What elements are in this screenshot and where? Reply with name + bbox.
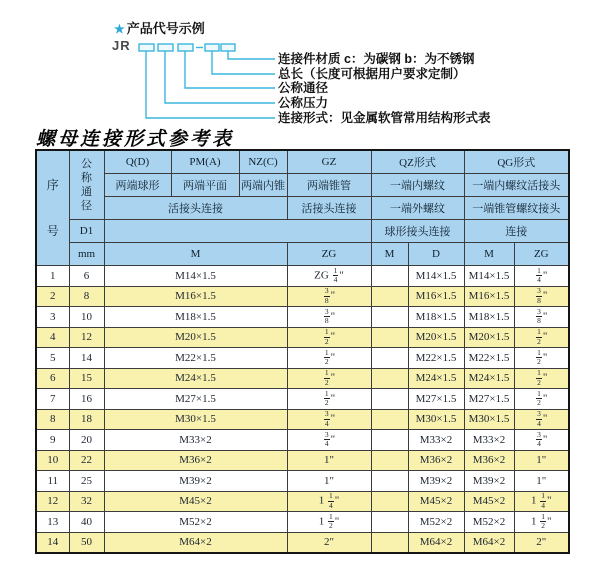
- lead-line-2: [212, 51, 275, 74]
- table-cell: [371, 307, 408, 328]
- table-cell: 50: [69, 532, 104, 553]
- table-cell: M39×2: [408, 471, 464, 492]
- table-cell: [371, 327, 408, 348]
- table-cell: $\frac{1}{4}$ ": [514, 266, 569, 287]
- header-code-pma: PM(A): [171, 150, 239, 174]
- header-qg-zg: ZG: [514, 243, 569, 266]
- code-box-1: [139, 44, 154, 51]
- table-cell: [371, 389, 408, 410]
- header-thread-m: M: [104, 243, 287, 266]
- table-cell: M22×1.5: [464, 348, 514, 369]
- table-cell: M27×1.5: [104, 389, 287, 410]
- table-row: [36, 491, 569, 512]
- code-label-length: 总长（长度可根据用户要求定制）: [278, 67, 466, 81]
- code-box-2: [158, 44, 173, 51]
- code-box-3: [178, 44, 193, 51]
- header-thread-zg: ZG: [287, 243, 371, 266]
- table-cell: M39×2: [464, 471, 514, 492]
- nut-connection-table: [35, 149, 570, 554]
- table-cell: M18×1.5: [464, 307, 514, 328]
- table-cell: 1: [36, 266, 69, 287]
- table-cell: M24×1.5: [408, 368, 464, 389]
- table-cell: M33×2: [408, 430, 464, 451]
- header-union-left: 活接头连接: [104, 197, 287, 220]
- table-cell: M18×1.5: [104, 307, 287, 328]
- table-cell: 2: [36, 286, 69, 307]
- table-cell: M45×2: [408, 491, 464, 512]
- table-cell: M64×2: [464, 532, 514, 553]
- table-row: [36, 471, 569, 492]
- table-cell: [371, 286, 408, 307]
- table-cell: $\frac{1}{2}$ ": [287, 327, 371, 348]
- table-cell: M18×1.5: [408, 307, 464, 328]
- header-qg-row3: 一端锥管螺纹接头: [464, 197, 569, 220]
- table-cell: [371, 471, 408, 492]
- lead-line-1: [228, 51, 275, 59]
- table-cell: M16×1.5: [104, 286, 287, 307]
- table-cell: 8: [69, 286, 104, 307]
- product-code-diagram: [0, 0, 600, 132]
- header-qz-m: M: [371, 243, 408, 266]
- table-cell: M52×2: [464, 512, 514, 533]
- table-cell: 3: [36, 307, 69, 328]
- table-cell: M36×2: [464, 450, 514, 471]
- table-cell: 7: [36, 389, 69, 410]
- table-cell: 1 $\frac{1}{4}$ ": [287, 491, 371, 512]
- table-cell: M33×2: [464, 430, 514, 451]
- table-cell: 1": [287, 471, 371, 492]
- header-serial: 序号: [36, 150, 69, 266]
- table-row: [36, 348, 569, 369]
- header-ends-pma: 两端平面: [171, 174, 239, 197]
- table-cell: M16×1.5: [464, 286, 514, 307]
- table-cell: $\frac{1}{2}$ ": [287, 389, 371, 410]
- lead-line-3: [185, 51, 275, 88]
- table-row: [36, 307, 569, 328]
- table-cell: 10: [36, 450, 69, 471]
- table-cell: 6: [69, 266, 104, 287]
- table-cell: 14: [69, 348, 104, 369]
- header-qz-row4: 球形接头连接: [371, 220, 464, 243]
- table-cell: 1 $\frac{1}{4}$ ": [514, 491, 569, 512]
- table-cell: M45×2: [464, 491, 514, 512]
- table-cell: M30×1.5: [464, 409, 514, 430]
- table-cell: 15: [69, 368, 104, 389]
- table-cell: M30×1.5: [408, 409, 464, 430]
- code-box-4: [205, 44, 219, 51]
- table-cell: M36×2: [408, 450, 464, 471]
- header-ends-gz: 两端锥管: [287, 174, 371, 197]
- table-cell: 12: [69, 327, 104, 348]
- header-code-qg: QG形式: [464, 150, 569, 174]
- table-cell: M14×1.5: [104, 266, 287, 287]
- table-cell: M20×1.5: [104, 327, 287, 348]
- header-empty-span: [104, 220, 371, 243]
- table-title: 螺母连接形式参考表: [36, 128, 235, 150]
- table-cell: $\frac{1}{2}$ ": [514, 389, 569, 410]
- table-cell: M24×1.5: [104, 368, 287, 389]
- diagram-title-text: 产品代号示例: [126, 21, 205, 36]
- table-cell: M52×2: [408, 512, 464, 533]
- table-cell: M27×1.5: [408, 389, 464, 410]
- table-cell: M16×1.5: [408, 286, 464, 307]
- header-union-gz: 活接头连接: [287, 197, 371, 220]
- table-cell: 2": [514, 532, 569, 553]
- table-cell: M39×2: [104, 471, 287, 492]
- header-ends-nzc: 两端内锥: [239, 174, 287, 197]
- table-cell: M14×1.5: [408, 266, 464, 287]
- table-cell: $\frac{1}{2}$ ": [287, 368, 371, 389]
- table-cell: $\frac{3}{4}$ ": [287, 409, 371, 430]
- table-row: [36, 286, 569, 307]
- table-cell: 2": [287, 532, 371, 553]
- table-cell: $\frac{3}{8}$ ": [514, 307, 569, 328]
- table-cell: 6: [36, 368, 69, 389]
- table-cell: M27×1.5: [464, 389, 514, 410]
- table-row: [36, 368, 569, 389]
- table-cell: M52×2: [104, 512, 287, 533]
- table-cell: $\frac{3}{4}$ ": [514, 409, 569, 430]
- table-row: [36, 389, 569, 410]
- table-cell: [371, 348, 408, 369]
- table-cell: 16: [69, 389, 104, 410]
- table-cell: $\frac{3}{4}$ ": [287, 430, 371, 451]
- table-cell: M33×2: [104, 430, 287, 451]
- table-cell: M36×2: [104, 450, 287, 471]
- table-cell: 18: [69, 409, 104, 430]
- reference-table-wrap: [35, 149, 570, 554]
- table-cell: M64×2: [104, 532, 287, 553]
- table-cell: 5: [36, 348, 69, 369]
- table-cell: M64×2: [408, 532, 464, 553]
- table-cell: 12: [36, 491, 69, 512]
- header-qz-d: D: [408, 243, 464, 266]
- table-row: [36, 450, 569, 471]
- table-cell: $\frac{1}{2}$ ": [514, 348, 569, 369]
- table-cell: 32: [69, 491, 104, 512]
- table-cell: $\frac{3}{8}$ ": [287, 286, 371, 307]
- table-cell: M24×1.5: [464, 368, 514, 389]
- table-body: [36, 266, 569, 554]
- code-label-diameter: 公称通径: [278, 81, 329, 95]
- header-qg-row4: 连接: [464, 220, 569, 243]
- table-row: [36, 512, 569, 533]
- table-row: [36, 409, 569, 430]
- header-d1: D1: [69, 220, 104, 243]
- table-cell: [371, 491, 408, 512]
- table-cell: $\frac{3}{8}$ ": [514, 286, 569, 307]
- table-cell: [371, 266, 408, 287]
- table-cell: [371, 430, 408, 451]
- header-ends-qg: 一端内螺纹活接头: [464, 174, 569, 197]
- star-icon: ★: [114, 22, 125, 36]
- table-cell: 4: [36, 327, 69, 348]
- table-cell: 9: [36, 430, 69, 451]
- table-cell: 40: [69, 512, 104, 533]
- table-cell: M20×1.5: [464, 327, 514, 348]
- table-cell: M14×1.5: [464, 266, 514, 287]
- table-cell: [371, 532, 408, 553]
- code-prefix: JR: [112, 38, 131, 53]
- table-cell: ZG $\frac{1}{4}$ ": [287, 266, 371, 287]
- table-cell: $\frac{1}{2}$ ": [514, 368, 569, 389]
- table-cell: $\frac{1}{2}$ ": [514, 327, 569, 348]
- table-cell: 11: [36, 471, 69, 492]
- code-label-material: 连接件材质 c：为碳钢 b：为不锈钢: [278, 52, 475, 66]
- header-code-nzc: NZ(C): [239, 150, 287, 174]
- code-label-connection: 连接形式：见金属软管常用结构形式表: [278, 111, 491, 125]
- header-ends-qz: 一端内螺纹: [371, 174, 464, 197]
- header-ends-qd: 两端球形: [104, 174, 171, 197]
- table-cell: 8: [36, 409, 69, 430]
- table-cell: 10: [69, 307, 104, 328]
- header-qg-m: M: [464, 243, 514, 266]
- table-cell: 1": [514, 471, 569, 492]
- header-code-qd: Q(D): [104, 150, 171, 174]
- table-cell: [371, 409, 408, 430]
- table-cell: 14: [36, 532, 69, 553]
- table-cell: 1 $\frac{1}{2}$ ": [287, 512, 371, 533]
- table-row: [36, 532, 569, 553]
- table-cell: [371, 450, 408, 471]
- table-cell: $\frac{3}{4}$ ": [514, 430, 569, 451]
- table-cell: 1": [287, 450, 371, 471]
- table-cell: [371, 368, 408, 389]
- header-nominal-diameter: 公称通径: [69, 150, 104, 220]
- table-cell: 25: [69, 471, 104, 492]
- table-cell: M20×1.5: [408, 327, 464, 348]
- table-cell: M22×1.5: [408, 348, 464, 369]
- table-cell: $\frac{3}{8}$ ": [287, 307, 371, 328]
- table-cell: 1": [514, 450, 569, 471]
- table-cell: M30×1.5: [104, 409, 287, 430]
- table-cell: 1 $\frac{1}{2}$ ": [514, 512, 569, 533]
- table-row: [36, 430, 569, 451]
- header-code-qz: QZ形式: [371, 150, 464, 174]
- table-cell: 13: [36, 512, 69, 533]
- table-cell: M22×1.5: [104, 348, 287, 369]
- code-box-5: [221, 44, 235, 51]
- table-cell: M45×2: [104, 491, 287, 512]
- table-cell: 22: [69, 450, 104, 471]
- header-code-gz: GZ: [287, 150, 371, 174]
- table-row: [36, 327, 569, 348]
- table-cell: [371, 512, 408, 533]
- table-cell: $\frac{1}{2}$ ": [287, 348, 371, 369]
- header-qz-row3: 一端外螺纹: [371, 197, 464, 220]
- diagram-title: [114, 18, 205, 37]
- table-cell: 20: [69, 430, 104, 451]
- table-row: [36, 266, 569, 287]
- header-mm: mm: [69, 243, 104, 266]
- table-header: [36, 150, 569, 266]
- code-label-pressure: 公称压力: [278, 96, 329, 110]
